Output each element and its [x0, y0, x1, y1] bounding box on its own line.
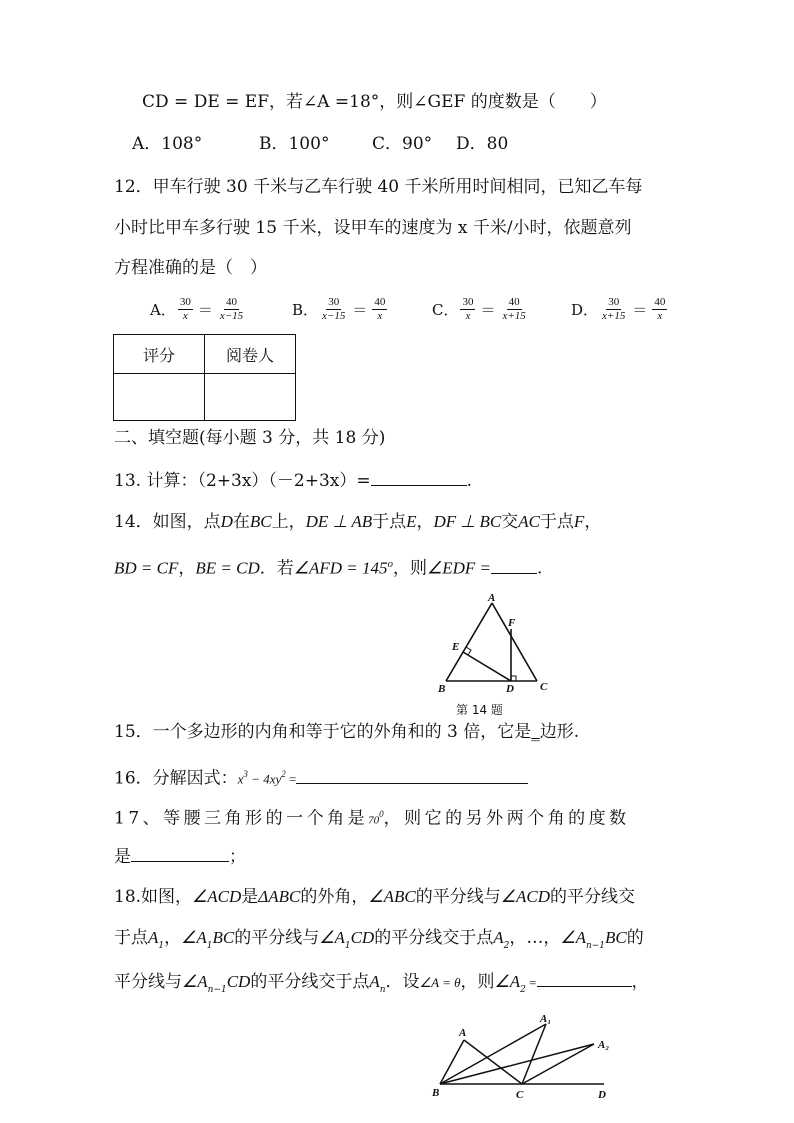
fraction	[320, 296, 347, 323]
numerator: 30	[462, 296, 474, 308]
q17-line1	[114, 802, 630, 833]
exponent: 3	[243, 769, 248, 779]
math-expr: ∠EDF =	[426, 558, 491, 578]
text: ，	[584, 512, 602, 532]
math-expr: x	[237, 771, 244, 787]
segment-de	[463, 652, 511, 681]
q12-option-d	[571, 296, 669, 323]
option-label: B．	[292, 301, 319, 319]
math-var: F	[573, 512, 585, 531]
text: ，	[164, 928, 182, 948]
math-expr: CD	[226, 972, 251, 991]
denominator: x+15	[502, 310, 526, 322]
answer-blank[interactable]: _	[531, 722, 540, 742]
text: 交	[501, 512, 519, 532]
q18-line1	[114, 885, 635, 909]
subscript: n	[379, 985, 386, 995]
text: ．若	[259, 558, 294, 579]
math-expr: DE ⊥ AB	[305, 512, 373, 531]
subscript: 1	[158, 941, 165, 951]
q15	[114, 720, 579, 744]
q13	[114, 467, 472, 493]
equals-sign: ＝	[480, 303, 496, 319]
math-expr: − 4xy	[247, 771, 282, 787]
label-d: D	[598, 1089, 606, 1101]
denominator: x+15	[602, 310, 626, 322]
q17-line2	[114, 843, 246, 869]
math-var: BC	[249, 512, 272, 531]
score-table	[113, 334, 296, 421]
answer-blank[interactable]	[371, 467, 467, 486]
denominator: x	[377, 310, 383, 322]
text: 的平分线与	[234, 928, 320, 948]
math-expr: ∠A	[494, 972, 521, 991]
label-b: B	[432, 1087, 440, 1099]
q16	[114, 762, 528, 792]
text: ．设	[385, 972, 420, 992]
label-f: F	[508, 617, 516, 629]
numerator: 40	[374, 296, 386, 308]
text: 的外角，	[300, 887, 369, 907]
equals-sign: ＝	[632, 303, 648, 319]
line-ca2	[522, 1044, 594, 1084]
text: 是	[241, 887, 259, 907]
numerator: 40	[654, 296, 666, 308]
answer-blank[interactable]	[131, 843, 229, 862]
math-var: E	[406, 512, 417, 531]
text: 的	[626, 928, 644, 948]
text: 于点	[372, 512, 407, 532]
text: 平分线与	[114, 972, 182, 992]
text: 15．一个多边形的内角和等于它的外角和的 3 倍，它是	[114, 722, 532, 742]
numerator: 30	[179, 296, 191, 308]
equals-sign: ＝	[197, 303, 213, 319]
q13-text: 13. 计算：（2+3x）（－2+3x）=	[114, 471, 371, 491]
q12-option-c	[432, 296, 530, 323]
q12-option-b	[292, 296, 389, 323]
section-heading: 二、填空题(每小题 3 分，共 18 分)	[114, 428, 386, 448]
math-expr: ∠ACD	[192, 887, 242, 906]
text: 16．分解因式：	[114, 768, 238, 789]
math-expr: BC	[212, 928, 235, 947]
q11-option-d: D．80	[456, 134, 509, 154]
text: ；	[229, 847, 246, 867]
math-expr: =	[525, 975, 537, 990]
text: .	[537, 558, 543, 579]
denominator: x	[182, 310, 188, 322]
label-b: B	[438, 683, 446, 695]
q11-stem: CD = DE = EF，若∠A =18°，则∠GEF 的度数是（ ）	[142, 92, 607, 112]
option-label: A．	[150, 301, 176, 319]
subscript: 1	[344, 941, 351, 951]
q18-bisector-figure	[428, 1008, 618, 1108]
q18-line3	[114, 968, 649, 1002]
denominator: x−15	[219, 310, 244, 322]
score-cell[interactable]	[114, 374, 205, 421]
math-expr: ∠A	[181, 928, 207, 947]
q12-option-a	[150, 296, 247, 323]
q13-end: .	[466, 471, 473, 491]
answer-blank[interactable]	[296, 765, 528, 784]
q11-option-c: C．90°	[372, 134, 433, 154]
math-expr: ∠A	[182, 972, 208, 991]
figure-caption: 第 14 题	[456, 703, 503, 717]
q12-line1: 12．甲车行驶 30 千米与乙车行驶 40 千米所用时间相同，已知乙车每	[114, 177, 643, 197]
numerator: 30	[608, 296, 620, 308]
fraction	[501, 296, 528, 323]
math-expr: ∠ACD	[500, 887, 550, 906]
text: 上，	[271, 512, 306, 532]
text: 17、等腰三角形的一个角是	[114, 808, 369, 829]
text: ，则它的另外两个角的度数	[383, 808, 630, 829]
math-expr: ∠A = θ	[419, 975, 461, 990]
subscript: n−1	[207, 985, 227, 995]
fraction	[460, 296, 475, 323]
math-expr: BE = CD	[195, 558, 260, 578]
numerator: 40	[508, 296, 520, 308]
fraction	[178, 296, 193, 323]
q18-line2	[114, 926, 644, 958]
q11-option-a: A．108°	[132, 134, 203, 154]
q14-line1	[114, 510, 601, 534]
option-label: C．	[432, 301, 459, 319]
fraction	[652, 296, 667, 323]
math-var: D	[220, 512, 233, 531]
math-expr: 70	[368, 814, 380, 827]
label-a: A	[459, 1027, 467, 1039]
subscript: n−1	[585, 941, 606, 951]
text: 在	[232, 512, 250, 532]
exponent: 2	[281, 769, 286, 779]
text: ，	[631, 972, 649, 992]
q14-triangle-figure	[430, 590, 560, 700]
q12-line3: 方程准确的是（ ）	[114, 258, 267, 278]
text: 边形.	[539, 722, 580, 742]
math-var: A	[369, 972, 380, 991]
side-ac	[492, 603, 537, 681]
degree-mark: 0	[379, 809, 384, 819]
text: 是	[114, 847, 131, 867]
text: ，	[178, 558, 196, 579]
text: ，则	[392, 558, 427, 579]
denominator: x−15	[322, 310, 346, 322]
line-ba2	[440, 1044, 594, 1084]
text: ，则	[460, 972, 495, 992]
math-expr: ∠ABC	[368, 887, 416, 906]
grader-header: 阅卷人	[205, 335, 296, 374]
math-expr: DF ⊥ BC	[433, 512, 502, 531]
subscript: 2	[520, 985, 526, 995]
grader-cell[interactable]	[205, 374, 296, 421]
text: 于点	[539, 512, 574, 532]
text: 14．如图，点	[114, 512, 221, 532]
subscript: 2	[503, 941, 510, 951]
label-c: C	[540, 681, 548, 693]
math-var: AC	[518, 512, 540, 531]
answer-blank[interactable]	[491, 555, 537, 574]
fraction	[218, 296, 245, 323]
text: 的平分线交于点	[374, 928, 494, 948]
score-header: 评分	[114, 335, 205, 374]
denominator: x	[657, 310, 663, 322]
line-ca1	[522, 1024, 546, 1084]
q14-line2	[114, 552, 542, 581]
subscript: 1	[206, 941, 213, 951]
numerator: 40	[226, 296, 238, 308]
text: 的平分线交	[550, 887, 635, 907]
text: 的平分线交于点	[250, 972, 370, 992]
numerator: 30	[328, 296, 340, 308]
math-expr: BC	[605, 928, 627, 947]
q11-option-b: B．100°	[259, 134, 330, 154]
text: ，…，	[509, 928, 561, 948]
equals-sign: ＝	[352, 303, 368, 319]
text: ，	[416, 512, 434, 532]
q12-line2: 小时比甲车多行驶 15 千米，设甲车的速度为 x 千米/小时，依题意列	[114, 218, 632, 238]
math-expr: =	[285, 771, 297, 787]
option-label: D．	[571, 301, 599, 319]
text: 18.如图，	[114, 887, 193, 907]
label-a1: A₁	[540, 1013, 552, 1025]
side-ac	[464, 1040, 522, 1084]
fraction	[372, 296, 387, 323]
degree-mark: o	[387, 558, 393, 570]
math-expr: BD = CF	[114, 558, 179, 578]
math-expr: ∠AFD = 145	[293, 558, 388, 578]
math-expr: CD	[350, 928, 375, 947]
label-a: A	[488, 592, 496, 604]
text: 于点	[114, 928, 148, 948]
math-expr: ∠A	[560, 928, 586, 947]
math-var: A	[148, 928, 159, 947]
math-var: A	[493, 928, 504, 947]
label-a2: A₂	[598, 1039, 610, 1051]
text: 的平分线与	[415, 887, 501, 907]
math-expr: ∠A	[319, 928, 345, 947]
math-expr: ΔABC	[258, 887, 301, 906]
answer-blank[interactable]	[537, 968, 632, 987]
label-d: D	[506, 683, 514, 695]
label-e: E	[452, 641, 460, 653]
denominator: x	[465, 310, 471, 322]
fraction	[600, 296, 627, 323]
label-c: C	[516, 1089, 524, 1101]
